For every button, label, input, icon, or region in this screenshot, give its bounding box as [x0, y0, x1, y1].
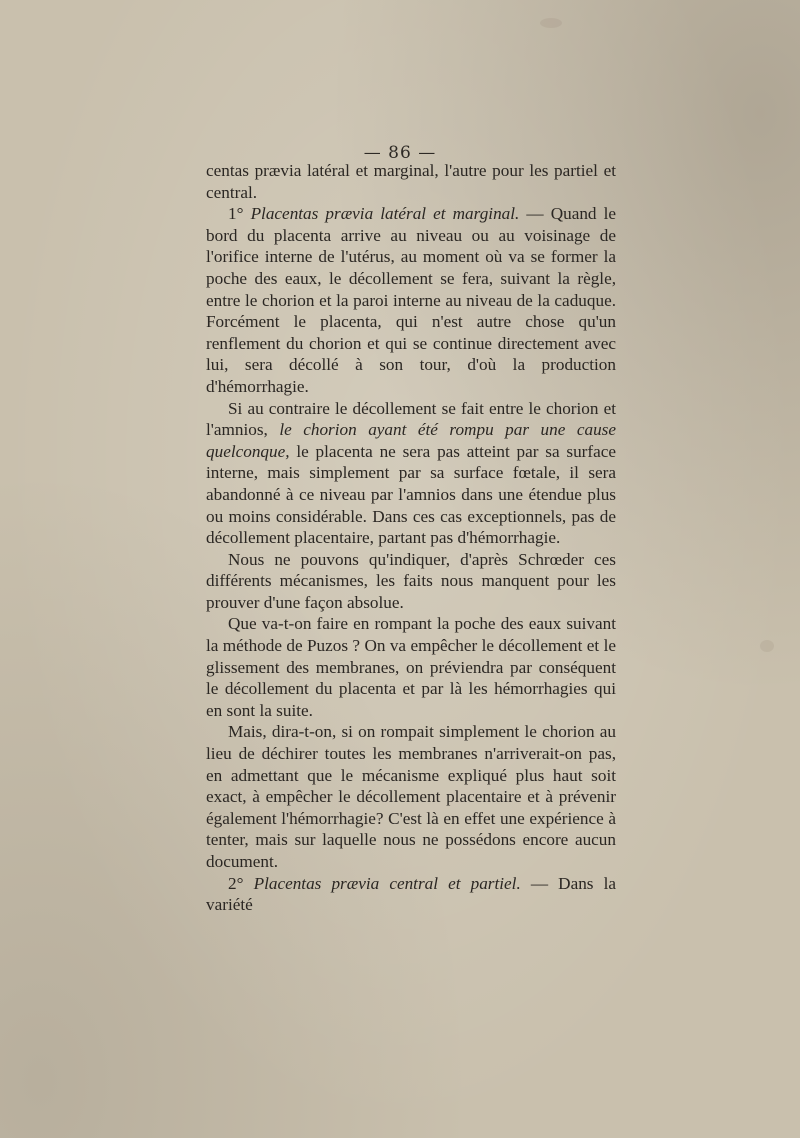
paragraph	[206, 721, 616, 872]
text-run: Mais, dira-t-on, si on rompait simplement le chorion au lieu de déchirer toutes les membranes n'arriverait-on pas, en admettant que le mécanisme expliqué plus haut soit exact, à empêcher le décollement placentaire et à prévenir également l'hémorrhagie? C'est là en effet une expérience à tenter, mais sur laquelle nous ne possédons encore aucun document.	[206, 722, 616, 871]
paper-stain	[540, 18, 562, 28]
italic-phrase: le chorion ayant été rompu par une cause quelconque,	[206, 420, 616, 461]
section-heading: Placentas prævia latéral et marginal.	[250, 204, 520, 224]
paragraph	[206, 873, 616, 916]
paragraph	[206, 398, 616, 549]
paragraph	[206, 160, 616, 203]
page-number: — 86 —	[363, 143, 437, 163]
text-run: — Quand le bord du placenta arrive au niveau ou au voisinage de l'orifice interne de l'utérus, au moment où va se former la poche des eaux, le décollement se fera, suivant la règle, entre le chorion et la paroi interne au niveau de la caduque. Forcément le placenta, qui n'est autre chose qu'un renflement du chorion et qui se continue directement avec lui, sera décollé à son tour, d'où la production d'hémorrhagie.	[206, 204, 617, 396]
body-text	[206, 160, 616, 916]
paper-stain	[760, 640, 774, 652]
text-run: 2°	[228, 873, 254, 893]
paragraph	[206, 549, 616, 614]
section-heading: Placentas prævia central et partiel.	[253, 873, 521, 893]
text-run: Si au contraire le décollement se fait entre le chorion et l'amnios,	[206, 398, 616, 440]
text-run: centas prævia latéral et marginal, l'autre pour les partiel et central.	[206, 161, 616, 202]
text-run: 1°	[228, 204, 251, 224]
text-run: — Dans la variété	[206, 873, 616, 915]
paragraph	[206, 203, 616, 397]
text-run: le placenta ne sera pas atteint par sa surface interne, mais simplement par sa surface fœtale, il sera abandonné à ce niveau par l'amnios dans une étendue plus ou moins considérable. Dans ces cas exceptionnels, pas de décollement placentaire, partant pas d'hémorrhagie.	[206, 441, 616, 548]
paragraph	[206, 613, 616, 721]
text-run: Que va-t-on faire en rompant la poche des eaux suivant la méthode de Puzos ? On va empêcher le décollement et le glissement des membranes, on préviendra par conséquent le décollement du placenta et par là les hémorrhagies qui en sont la suite.	[206, 614, 616, 720]
text-run: Nous ne pouvons qu'indiquer, d'après Schrœder ces différents mécanismes, les faits nous manquent pour les prouver d'une façon absolue.	[206, 549, 616, 612]
